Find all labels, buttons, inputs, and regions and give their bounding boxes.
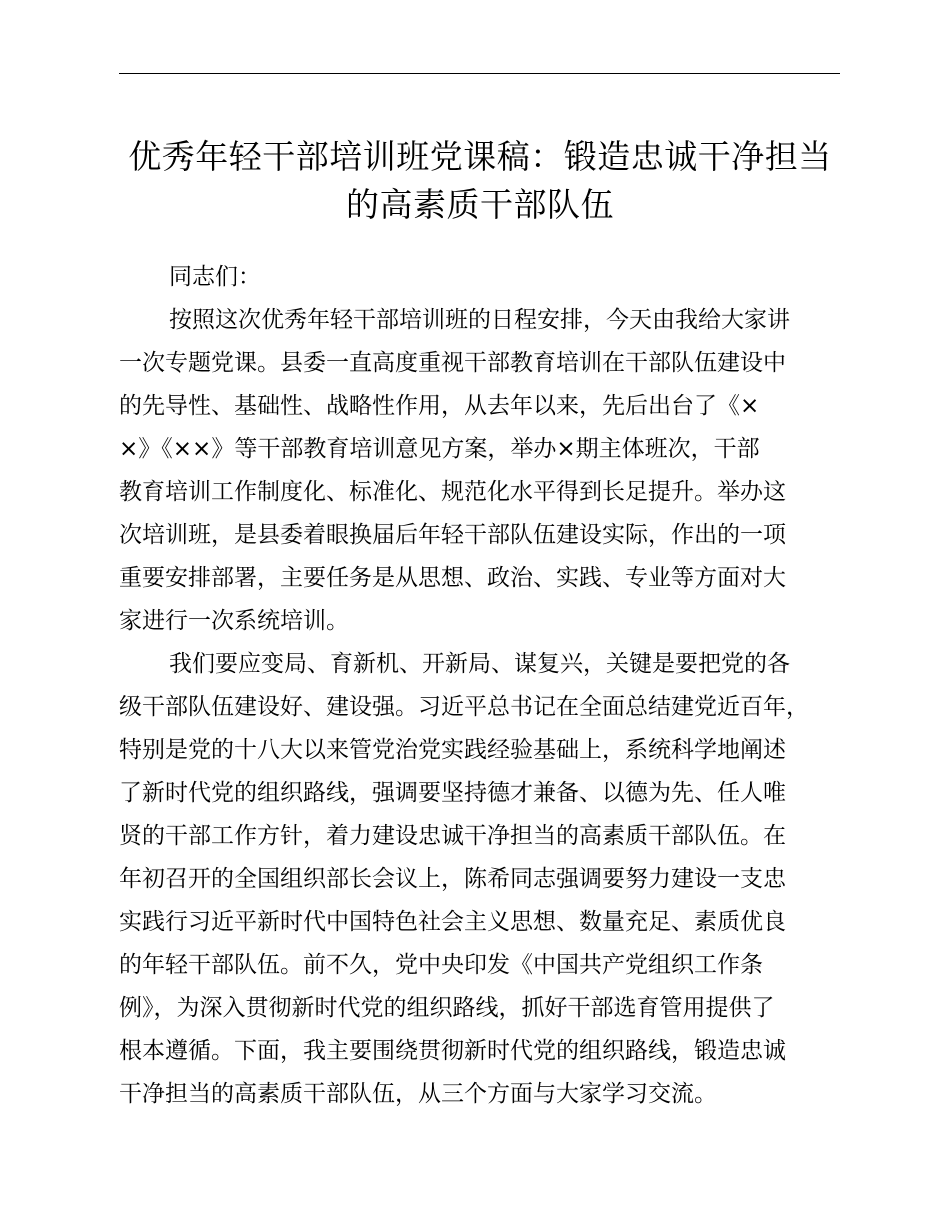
document-title	[100, 133, 860, 229]
header-divider	[119, 73, 840, 74]
paragraph-line: 按照这次优秀年轻干部培训班的日程安排，今天由我给大家讲	[169, 307, 790, 333]
title-line: 优秀年轻干部培训班党课稿：锻造忠诚干净担当	[128, 137, 832, 176]
paragraph-line: 根本遵循。下面，我主要围绕贯彻新时代党的组织路线，锻造忠诚	[119, 1038, 786, 1064]
paragraph-line: 年初召开的全国组织部长会议上，陈希同志强调要努力建设一支忠	[119, 866, 786, 892]
title-line: 的高素质干部队伍	[346, 185, 614, 224]
document-body	[119, 256, 841, 1116]
paragraph-line: 家进行一次系统培训。	[119, 608, 349, 634]
paragraph-line: ×》《××》等干部教育培训意见方案，举办×期主体班次，干部	[119, 436, 760, 462]
paragraph-1	[119, 299, 841, 643]
paragraph-line: 特别是党的十八大以来管党治党实践经验基础上，系统科学地阐述	[119, 737, 786, 763]
paragraph-line: 了新时代党的组织路线，强调要坚持德才兼备、以德为先、任人唯	[119, 780, 786, 806]
paragraph-line: 例》，为深入贯彻新时代党的组织路线，抓好干部选育管用提供了	[119, 995, 775, 1021]
paragraph-line: 级干部队伍建设好、建设强。习近平总书记在全面总结建党近百年，	[119, 694, 809, 720]
paragraph-line: 实践行习近平新时代中国特色社会主义思想、数量充足、素质优良	[119, 909, 786, 935]
salutation: 同志们：	[169, 264, 261, 290]
paragraph-line: 贤的干部工作方针，着力建设忠诚干净担当的高素质干部队伍。在	[119, 823, 786, 849]
paragraph-2	[119, 643, 841, 1116]
paragraph-line: 干净担当的高素质干部队伍，从三个方面与大家学习交流。	[119, 1081, 717, 1107]
paragraph-line: 的年轻干部队伍。前不久，党中央印发《中国共产党组织工作条	[119, 952, 763, 978]
paragraph-line: 一次专题党课。县委一直高度重视干部教育培训在干部队伍建设中	[119, 350, 786, 376]
paragraph-line: 教育培训工作制度化、标准化、规范化水平得到长足提升。举办这	[119, 479, 786, 505]
paragraph-line: 我们要应变局、育新机、开新局、谋复兴，关键是要把党的各	[169, 651, 790, 677]
paragraph-line: 的先导性、基础性、战略性作用，从去年以来，先后出台了《×	[119, 393, 760, 419]
paragraph-line: 次培训班，是县委着眼换届后年轻干部队伍建设实际，作出的一项	[119, 522, 786, 548]
paragraph-line: 重要安排部署，主要任务是从思想、政治、实践、专业等方面对大	[119, 565, 786, 591]
